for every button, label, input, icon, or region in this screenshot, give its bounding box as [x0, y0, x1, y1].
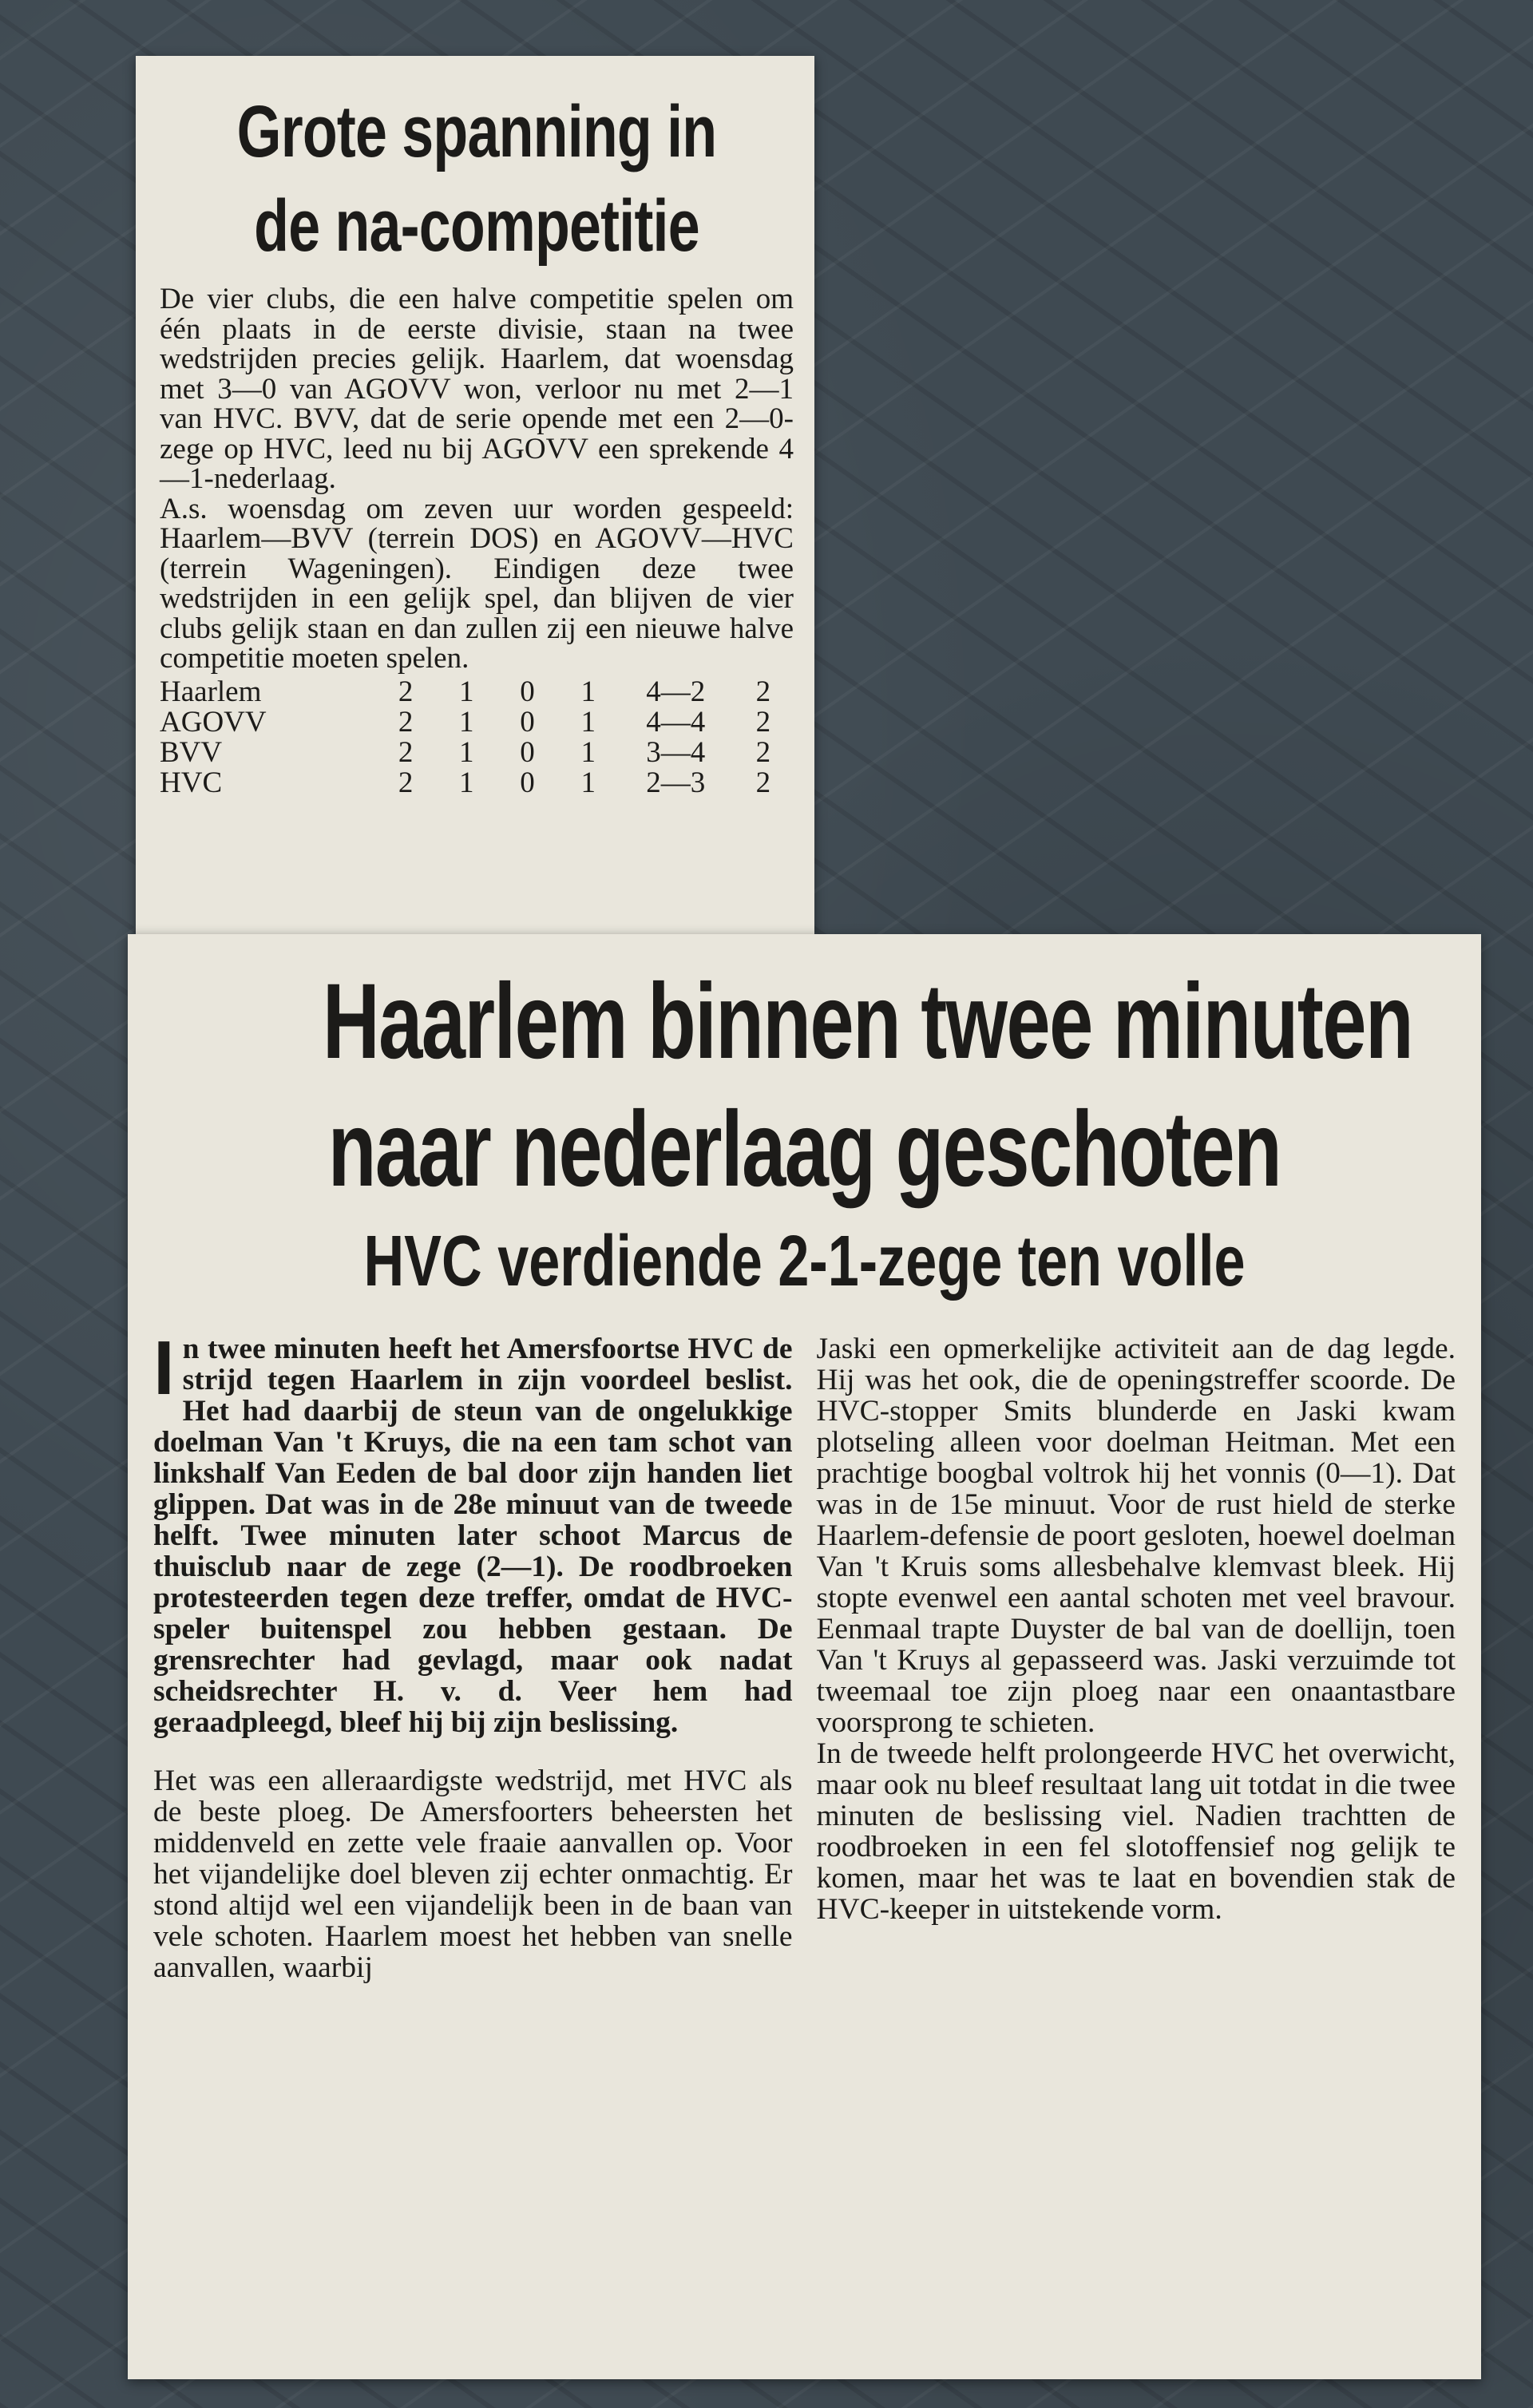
team-name: HVC: [160, 766, 223, 799]
team-name: AGOVV: [160, 705, 267, 739]
goals: 4—2: [646, 675, 706, 708]
headline-line-2: de na-competitie: [254, 185, 699, 267]
paragraph: In de tweede helft prolongeerde HVC het overwicht, maar ook nu bleef resultaat lang uit totdat in die twee minuten de beslissing viel. Nadien trachtten de roodbroeken in een fel slotoffensief nog gelijk te komen, maar het was te laat en bovendien stak de HVC-keeper in uitstekende vorm.: [816, 1737, 1456, 1926]
paragraph: A.s. woensdag om zeven uur worden gespeeld: Haarlem—BVV (terrein DOS) en AGOVV—HVC (terrein Wageningen). Eindigen deze twee wedstrijden in een gelijk spel, dan blijven de vier clubs gelijk staan en dan zullen zij een nieuwe halve competitie moeten spelen.: [160, 492, 794, 675]
lost: 1: [580, 735, 596, 769]
clipping-haarlem-nederlaag: [128, 934, 1481, 2379]
goals: 4—4: [646, 705, 706, 739]
headline-line-1: Grote spanning in: [236, 91, 717, 172]
paragraph: Jaski een opmerkelijke activiteit aan de dag legde. Hij was het ook, die de openingstreffer scoorde. De HVC-stopper Smits blunderde en Jaski kwam plotseling alleen voor doelman Heitman. Met een prachtige boogbal voltrok hij het vonnis (0—1). Dat was in de 15e minuut. Voor de rust hield de sterke Haarlem-defensie de poort gesloten, hoewel doelman Van 't Kruis soms allesbehalve klemvast bleek. Hij stopte evenwel een aantal schoten met veel bravour. Eenmaal trapte Duyster de bal van de doellijn, toen Van 't Kruys al gepasseerd was. Jaski verzuimde tot tweemaal toe zijn ploeg naar een onaantastbare voorsprong te schieten.: [816, 1333, 1456, 1739]
played: 2: [398, 766, 414, 799]
headline-line-1: Haarlem binnen twee minuten: [323, 962, 1413, 1081]
points: 2: [755, 766, 771, 799]
table-row: [160, 707, 794, 738]
won: 1: [459, 766, 474, 799]
lead-text: n twee minuten heeft het Amersfoortse HVC de strijd tegen Haarlem in zijn voordeel beslist. Het had daarbij de steun van de ongelukkige doelman Van 't Kruys, die na een tam schot van linkshalf Van Eeden de bal door zijn handen liet glippen. Dat was in de 28e minuut van de tweede helft. Twee minuten later schoot Marcus de thuisclub naar de zege (2—1). De roodbroeken protesteerden tegen deze treffer, omdat de HVC-speler buitenspel zou hebben gestaan. De grensrechter had gevlagd, maar ook nadat scheidsrechter H. v. d. Veer hem had geraadpleegd, bleef hij bij zijn beslissing.: [153, 1333, 793, 1739]
article-columns: [153, 1325, 1456, 1984]
paragraph: Het was een alleraardigste wedstrijd, met HVC als de beste ploeg. De Amersfoorters beheersten het middenveld en zette vele fraaie aanvallen op. Voor het vijandelijke doel bleven zij echter onmachtig. Er stond altijd wel een vijandelijk been in de baan van vele schoten. Haarlem moest het hebben van snelle aanvallen, waarbij: [153, 1764, 793, 1984]
goals: 3—4: [646, 735, 706, 769]
lost: 1: [580, 766, 596, 799]
column-right: [817, 1333, 1456, 1983]
team-name: BVV: [160, 735, 223, 769]
played: 2: [398, 705, 414, 739]
paragraph: De vier clubs, die een halve competitie spelen om één plaats in de eerste divisie, staan na twee wedstrijden precies gelijk. Haarlem, dat woensdag met 3—0 van AGOVV won, verloor nu met 2—1 van HVC. BVV, dat de serie opende met een 2—0-zege op HVC, leed nu bij AGOVV een sprekende 4—1-nederlaag.: [160, 283, 794, 495]
points: 2: [755, 705, 771, 739]
drawn: 0: [520, 675, 535, 708]
subheadline: HVC verdiende 2-1-zege ten volle: [363, 1222, 1246, 1301]
standings-table: [160, 677, 794, 798]
headline-line-2: naar nederlaag geschoten: [327, 1090, 1281, 1209]
won: 1: [459, 705, 474, 739]
clipping-na-competitie: [136, 56, 814, 934]
points: 2: [755, 735, 771, 769]
lead-paragraph: [153, 1325, 793, 1739]
column-left: [153, 1325, 793, 1984]
drawn: 0: [520, 705, 535, 739]
played: 2: [398, 675, 414, 708]
drawn: 0: [520, 735, 535, 769]
table-row: [160, 677, 794, 707]
table-row: [160, 738, 794, 768]
goals: 2—3: [646, 766, 706, 799]
team-name: Haarlem: [160, 675, 262, 708]
lost: 1: [580, 705, 596, 739]
drawn: 0: [520, 766, 535, 799]
won: 1: [459, 735, 474, 769]
played: 2: [398, 735, 414, 769]
table-row: [160, 768, 794, 798]
won: 1: [459, 675, 474, 708]
points: 2: [755, 675, 771, 708]
lost: 1: [580, 675, 596, 708]
article-body: [160, 284, 794, 674]
drop-cap: I: [153, 1325, 175, 1411]
